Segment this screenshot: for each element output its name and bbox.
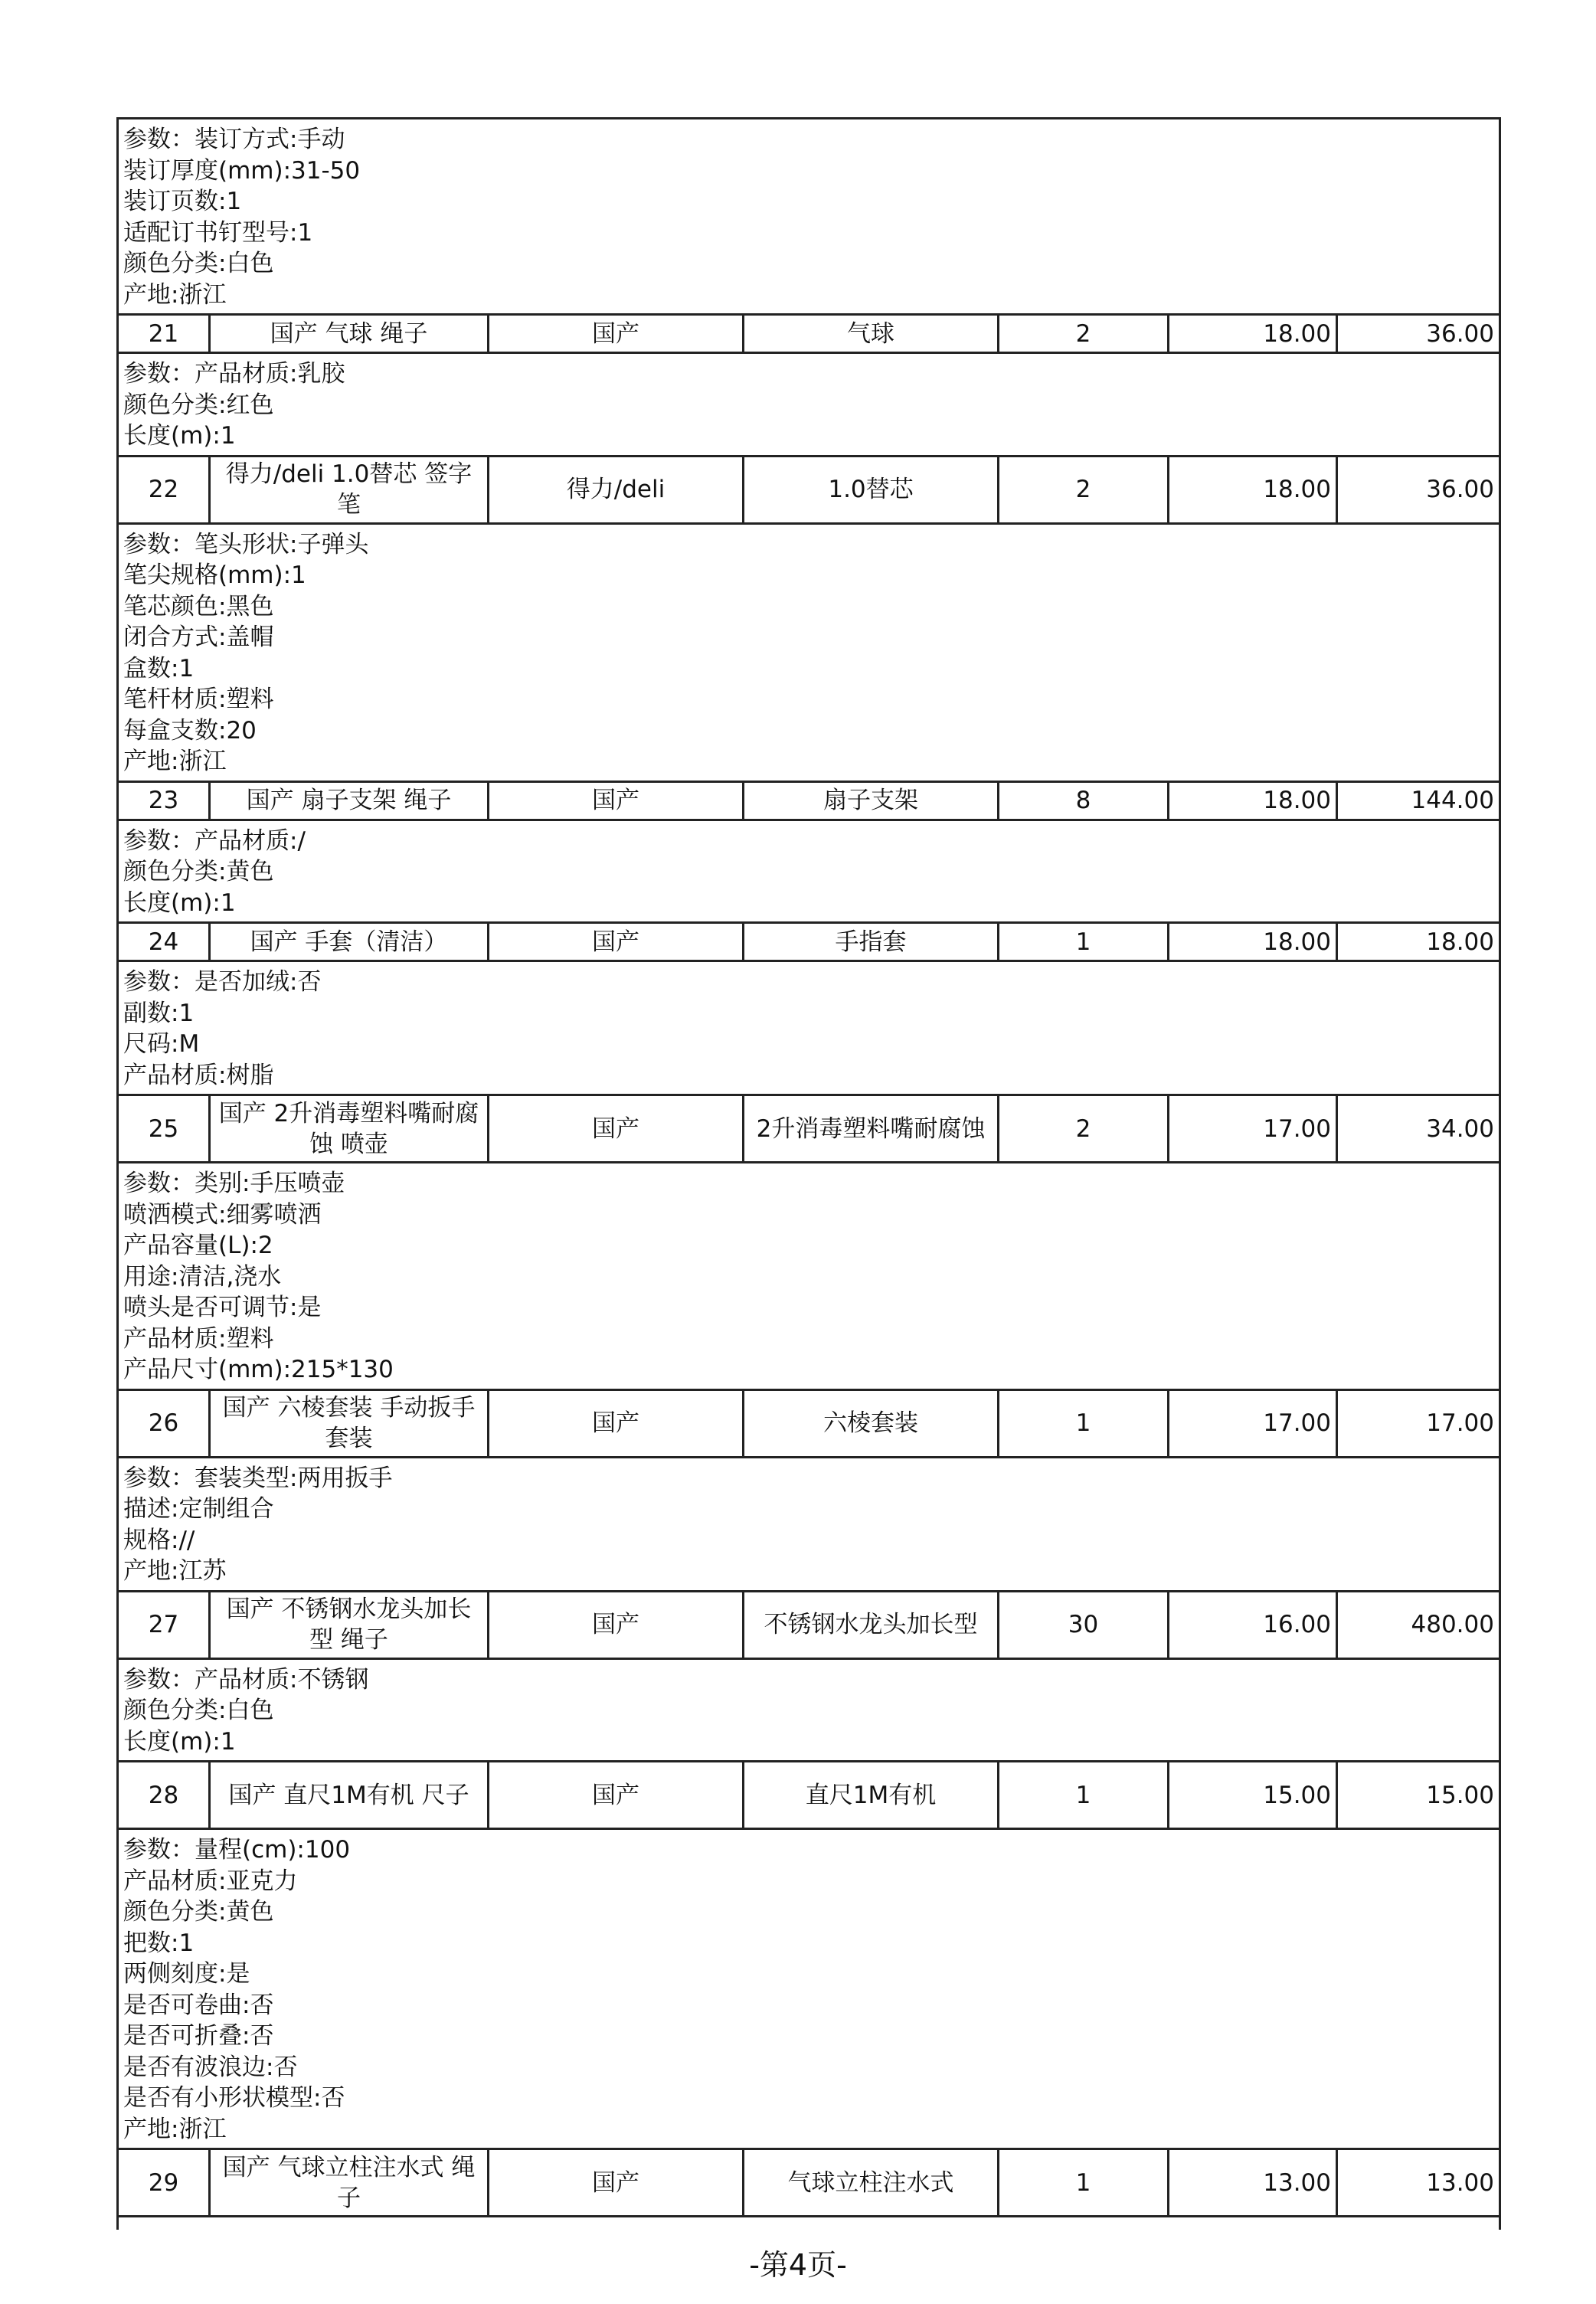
item-name: 国产 气球立柱注水式 绳子 (211, 2150, 489, 2215)
param-line: 长度(m):1 (123, 422, 236, 450)
param-line: 颜色分类:白色 (123, 1697, 274, 1724)
item-quantity: 8 (999, 783, 1169, 819)
param-line: 装订页数:1 (123, 188, 242, 215)
item-quantity: 1 (999, 2150, 1169, 2215)
item-quantity: 1 (999, 924, 1169, 960)
table-body (119, 316, 1499, 2254)
item-total: 480.00 (1411, 1611, 1494, 1638)
item-number: 27 (119, 1592, 211, 1658)
item-unit-price: 17.00 (1169, 1391, 1338, 1456)
item-brand: 国产 (489, 1391, 744, 1456)
item-name: 国产 手套（清洁） (211, 924, 489, 960)
param-line: 产地:浙江 (123, 748, 227, 775)
param-line: 是否可卷曲:否 (123, 1991, 274, 2019)
item-name: 国产 2升消毒塑料嘴耐腐蚀 喷壶 (211, 1096, 489, 1161)
param-line: 盒数:1 (123, 654, 195, 682)
item-quantity: 2 (999, 1096, 1169, 1161)
params-block (119, 1830, 1499, 2150)
item-quantity: 2 (999, 316, 1169, 352)
item-model: 扇子支架 (744, 783, 999, 819)
params-block (119, 354, 1499, 457)
param-line: 产品容量(L):2 (123, 1232, 273, 1259)
param-line: 颜色分类:黄色 (123, 858, 274, 885)
item-unit-price: 18.00 (1169, 924, 1338, 960)
item-model: 1.0替芯 (744, 457, 999, 522)
item-name: 得力/deli 1.0替芯 签字笔 (211, 457, 489, 522)
item-number: 21 (119, 316, 211, 352)
item-quantity: 1 (999, 1762, 1169, 1828)
item-number: 22 (119, 457, 211, 522)
param-line: 喷洒模式:细雾喷洒 (123, 1200, 322, 1229)
param-line: 长度(m):1 (123, 889, 236, 917)
item-name: 国产 六棱套装 手动扳手套装 (211, 1391, 489, 1456)
item-model: 直尺1M有机 (744, 1762, 999, 1828)
param-line: 笔尖规格(mm):1 (123, 561, 306, 589)
param-line: 笔杆材质:塑料 (123, 686, 274, 713)
param-line: 参数：产品材质:/ (123, 826, 306, 855)
item-unit-price: 18.00 (1169, 316, 1338, 352)
param-line: 喷头是否可调节:是 (123, 1294, 322, 1321)
param-line: 参数：类别:手压喷壶 (123, 1170, 345, 1197)
param-line: 适配订书钉型号:1 (123, 218, 313, 247)
table-row (119, 924, 1499, 962)
param-line: 闭合方式:盖帽 (123, 623, 274, 651)
table-row (119, 1096, 1499, 1163)
param-line: 描述:定制组合 (123, 1495, 274, 1523)
item-brand: 国产 (489, 783, 744, 819)
param-line: 参数：装订方式:手动 (123, 126, 345, 153)
item-total: 144.00 (1411, 787, 1494, 814)
param-line: 参数：产品材质:乳胶 (123, 360, 345, 388)
param-line: 参数：笔头形状:子弹头 (123, 530, 369, 558)
param-line: 颜色分类:白色 (123, 250, 274, 277)
param-line: 产品材质:塑料 (123, 1324, 274, 1353)
table-row (119, 1762, 1499, 1830)
param-line: 副数:1 (123, 999, 195, 1027)
item-number: 26 (119, 1391, 211, 1456)
item-name: 国产 不锈钢水龙头加长型 绳子 (211, 1592, 489, 1658)
item-total: 36.00 (1426, 476, 1494, 503)
params-block (119, 525, 1499, 783)
item-unit-price: 18.00 (1169, 783, 1338, 819)
item-model: 气球 (744, 316, 999, 352)
item-brand: 国产 (489, 316, 744, 352)
param-line: 颜色分类:红色 (123, 391, 274, 419)
product-table (116, 117, 1501, 2230)
item-name: 国产 气球 绳子 (211, 316, 489, 352)
item-total: 13.00 (1426, 2168, 1494, 2197)
param-line: 参数：产品材质:不锈钢 (123, 1665, 369, 1694)
item-total: 15.00 (1426, 1781, 1494, 1809)
param-line: 产地:江苏 (123, 1557, 227, 1585)
table-row (119, 783, 1499, 821)
item-unit-price: 18.00 (1169, 457, 1338, 522)
item-brand: 国产 (489, 1096, 744, 1161)
item-quantity: 2 (999, 457, 1169, 522)
item-model: 六棱套装 (744, 1391, 999, 1456)
param-line: 产品材质:树脂 (123, 1061, 274, 1089)
item-model: 不锈钢水龙头加长型 (744, 1592, 999, 1658)
param-line: 是否有波浪边:否 (123, 2053, 298, 2081)
param-line: 规格:// (123, 1526, 195, 1554)
table-row (119, 1391, 1499, 1458)
item-total: 34.00 (1426, 1114, 1494, 1143)
item-model: 手指套 (744, 924, 999, 960)
item-quantity: 1 (999, 1391, 1169, 1456)
item-total: 18.00 (1426, 928, 1494, 956)
param-line: 颜色分类:黄色 (123, 1898, 274, 1926)
item-brand: 得力/deli (489, 457, 744, 522)
item-number: 28 (119, 1762, 211, 1828)
param-line: 把数:1 (123, 1929, 195, 1957)
param-line: 笔芯颜色:黑色 (123, 592, 274, 620)
param-line: 用途:清洁,浇水 (123, 1262, 282, 1291)
param-line: 产地:浙江 (123, 2115, 227, 2143)
item-number: 29 (119, 2150, 211, 2215)
item-unit-price: 15.00 (1169, 1762, 1338, 1828)
param-line: 产地:浙江 (123, 280, 227, 309)
param-line: 参数：量程(cm):100 (123, 1836, 351, 1864)
param-line: 产品尺寸(mm):215*130 (123, 1356, 394, 1383)
item-model: 2升消毒塑料嘴耐腐蚀 (744, 1096, 999, 1161)
param-line: 尺码:M (123, 1030, 200, 1058)
param-line: 是否可折叠:否 (123, 2022, 274, 2050)
param-line: 两侧刻度:是 (123, 1960, 250, 1988)
table-row (119, 457, 1499, 525)
param-line: 产品材质:亚克力 (123, 1867, 298, 1895)
param-line: 装订厚度(mm):31-50 (123, 156, 361, 185)
params-block (119, 821, 1499, 925)
param-line: 是否有小形状模型:否 (123, 2084, 345, 2112)
item-unit-price: 16.00 (1169, 1592, 1338, 1658)
params-block (119, 1458, 1499, 1592)
params-block (119, 1660, 1499, 1763)
item-brand: 国产 (489, 1592, 744, 1658)
param-line: 参数：是否加绒:否 (123, 968, 322, 996)
item-brand: 国产 (489, 1762, 744, 1828)
table-row (119, 316, 1499, 354)
param-line: 参数：套装类型:两用扳手 (123, 1464, 393, 1492)
item-number: 24 (119, 924, 211, 960)
table-row (119, 2150, 1499, 2217)
params-block (119, 1163, 1499, 1391)
table-row (119, 1592, 1499, 1660)
item-model: 气球立柱注水式 (744, 2150, 999, 2215)
item-brand: 国产 (489, 924, 744, 960)
item-unit-price: 17.00 (1169, 1096, 1338, 1161)
item-number: 25 (119, 1096, 211, 1161)
item-unit-price: 13.00 (1169, 2150, 1338, 2215)
item-quantity: 30 (999, 1592, 1169, 1658)
item-total: 36.00 (1426, 319, 1494, 348)
item-total: 17.00 (1426, 1409, 1494, 1437)
params-block (119, 119, 1499, 316)
param-line: 长度(m):1 (123, 1727, 236, 1756)
item-name: 国产 扇子支架 绳子 (211, 783, 489, 819)
item-brand: 国产 (489, 2150, 744, 2215)
page-number: -第4页- (749, 2248, 847, 2282)
item-number: 23 (119, 783, 211, 819)
param-line: 每盒支数:20 (123, 716, 257, 745)
item-name: 国产 直尺1M有机 尺子 (211, 1762, 489, 1828)
params-block (119, 962, 1499, 1096)
